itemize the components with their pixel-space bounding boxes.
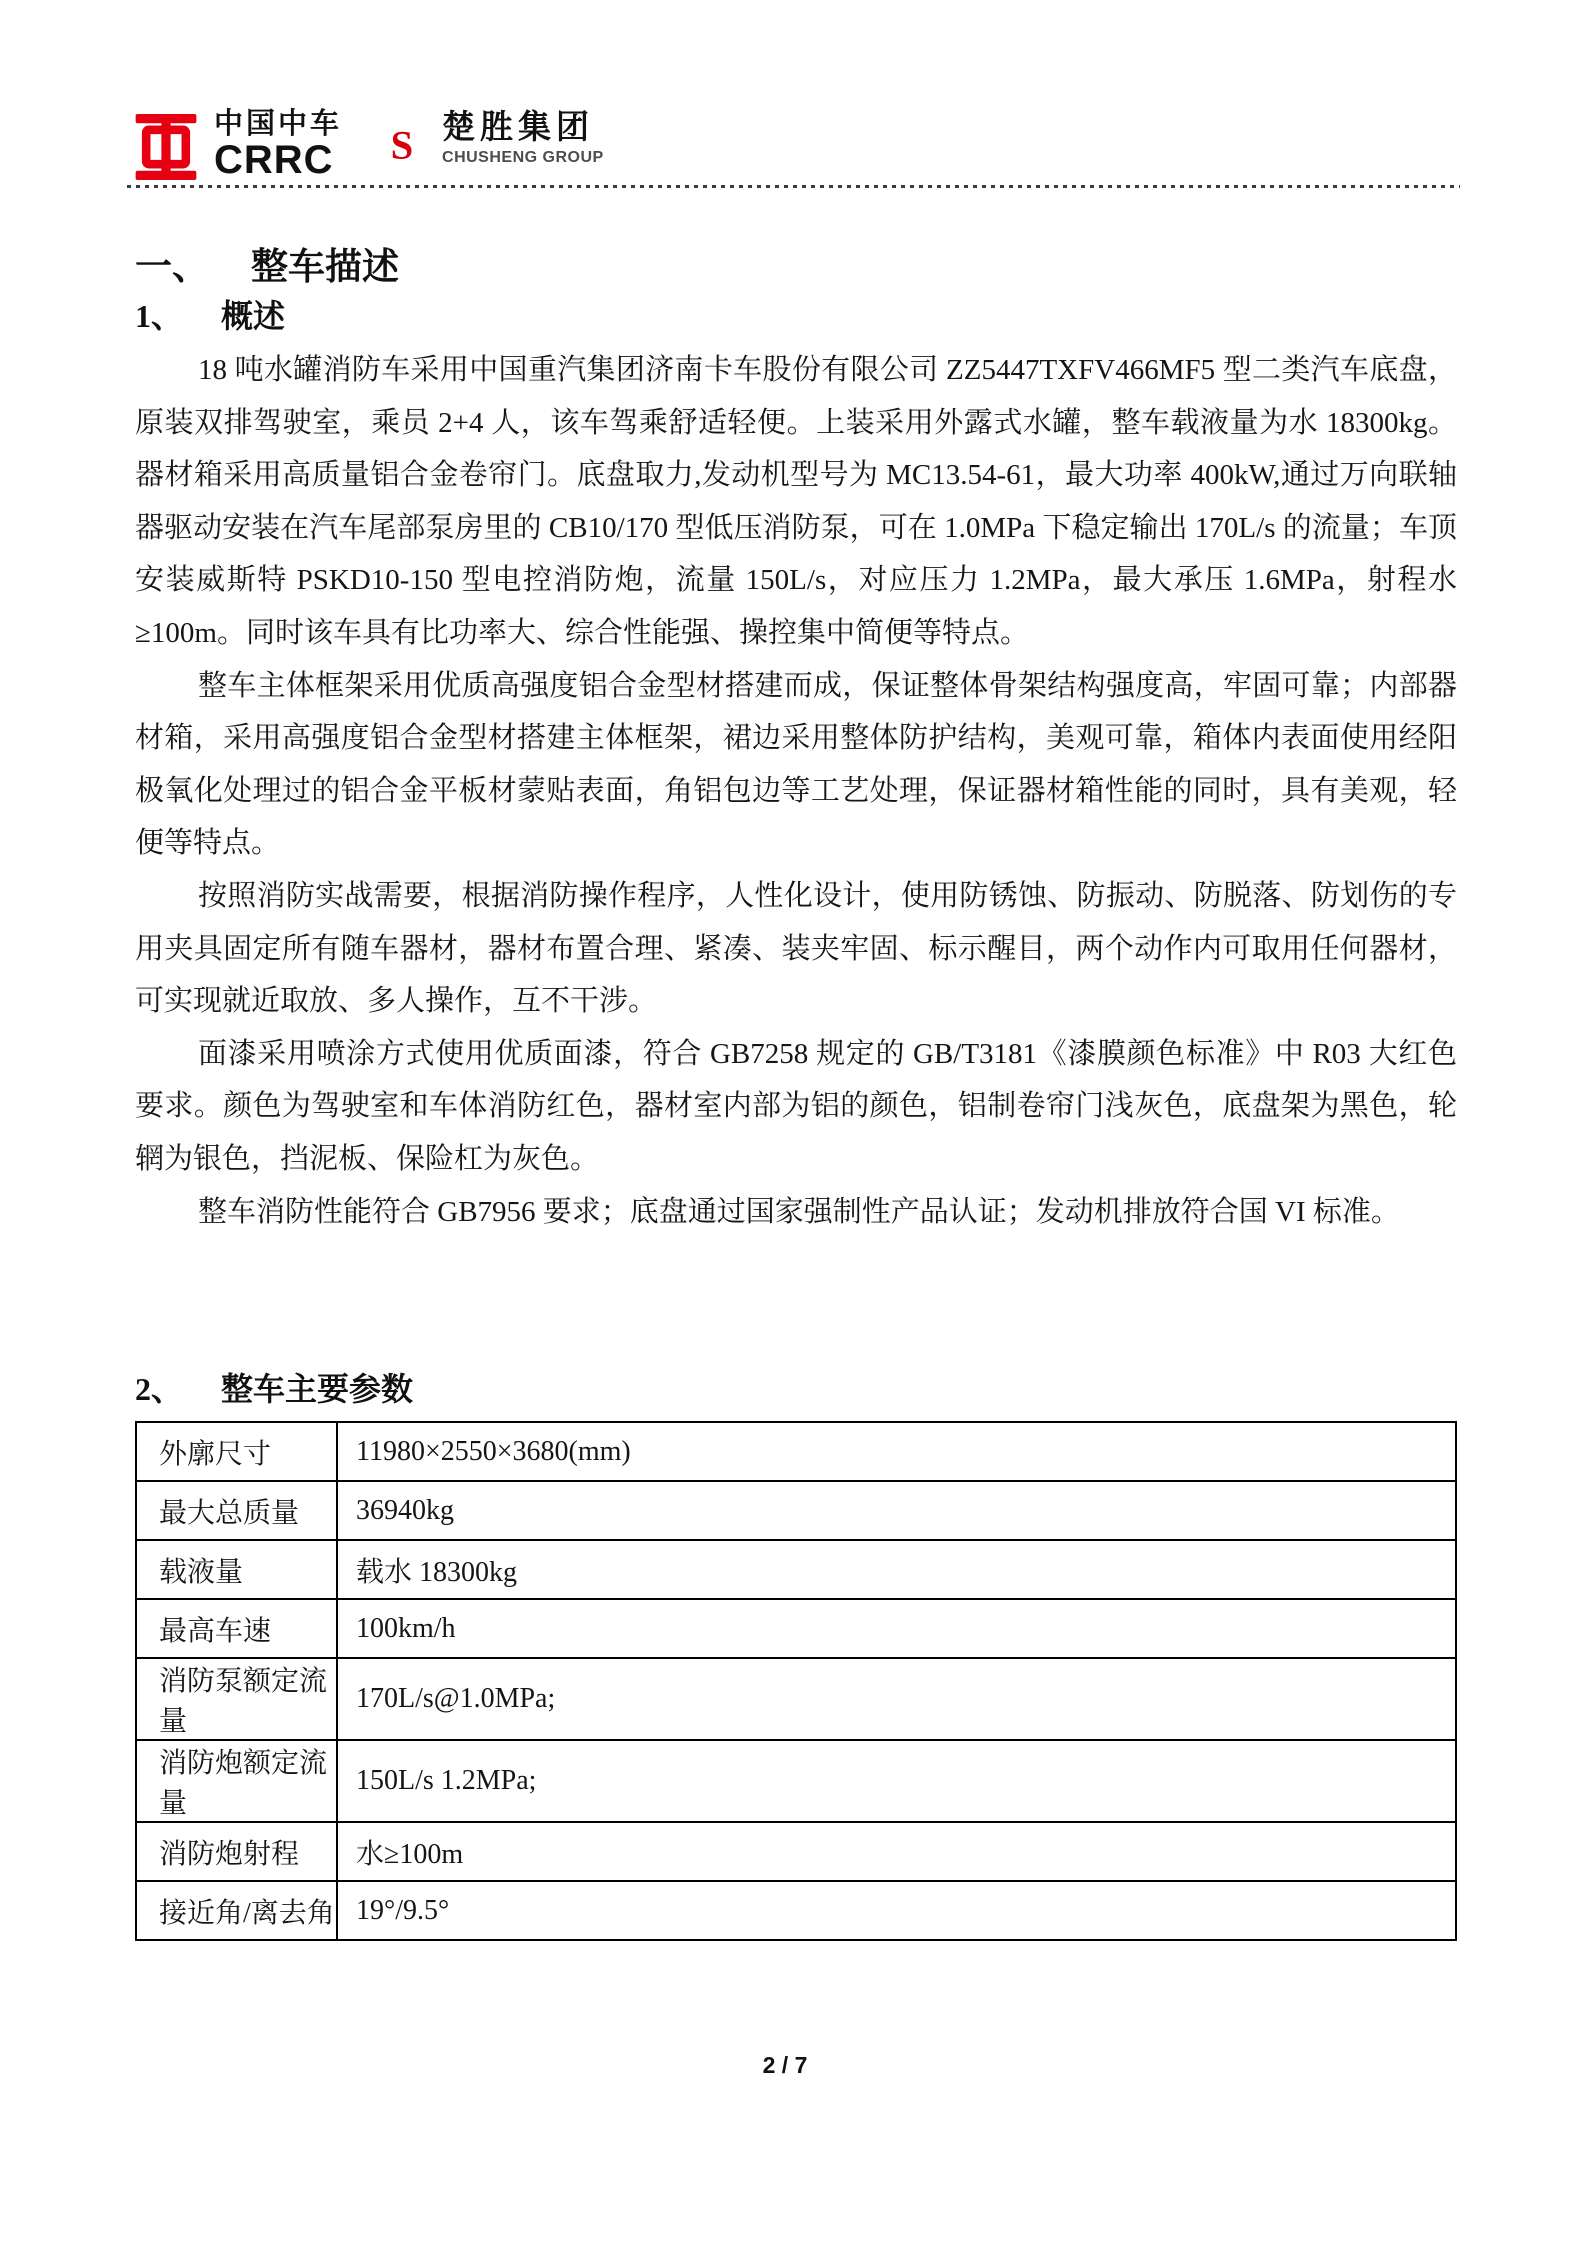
body-paragraph: 按照消防实战需要，根据消防操作程序，人性化设计，使用防锈蚀、防振动、防脱落、防划伤的专用夹具固定所有随车器材，器材布置合理、紧凑、装夹牢固、标示醒目，两个动作内可取用任何器材，可实现就近取放、多人操作，互不干涉。 — [135, 879, 1457, 1018]
table-row — [136, 1481, 1456, 1540]
params-table — [135, 1421, 1457, 1941]
param-value: 载水 18300kg — [337, 1540, 1456, 1599]
param-label: 消防炮额定流量 — [136, 1740, 337, 1822]
section-number: 一、 — [135, 247, 209, 288]
param-label: 接近角/离去角 — [136, 1881, 337, 1940]
svg-text:S: S — [390, 122, 414, 168]
body-paragraph: 整车消防性能符合 GB7956 要求；底盘通过国家强制性产品认证；发动机排放符合国 VI 标准。 — [198, 1195, 1400, 1228]
body-paragraph: 18 吨水罐消防车采用中国重汽集团济南卡车股份有限公司 ZZ5447TXFV466MF5 型二类汽车底盘，原装双排驾驶室，乘员 2+4 人，该车驾乘舒适轻便。上装采用外露式水罐，整车载液量为水 18300kg。器材箱采用高质量铝合金卷帘门。底盘取力,发动机型号为 MC13.54-61，最大功率 400kW,通过万向联轴器驱动安装在汽车尾部泵房里的 CB10/170 型低压消防泵，可在 1.0MPa 下稳定输出 170L/s 的流量；车顶安装威斯特 PSKD10-150 型电控消防炮，流量 150L/s，对应压力 1.2MPa，最大承压 1.6MPa，射程水≥100m。同时该车具有比功率大、综合性能强、操控集中简便等特点。 — [135, 354, 1457, 649]
param-value: 100km/h — [337, 1599, 1456, 1658]
subsection-title: 概述 — [221, 298, 286, 334]
chusheng-logo — [362, 110, 604, 180]
subsection-number: 1、 — [135, 298, 184, 334]
subsection-number: 2、 — [135, 1371, 184, 1407]
header-divider — [127, 185, 1460, 188]
subsection-heading-params — [135, 1364, 413, 1410]
param-label: 最高车速 — [136, 1599, 337, 1658]
crrc-cn-label: 中国中车 — [214, 108, 343, 140]
param-value: 水≥100m — [337, 1822, 1456, 1881]
param-value: 36940kg — [337, 1481, 1456, 1540]
body-paragraph: 整车主体框架采用优质高强度铝合金型材搭建而成，保证整体骨架结构强度高，牢固可靠；内部器材箱，采用高强度铝合金型材搭建主体框架，裙边采用整体防护结构，美观可靠，箱体内表面使用经阳极氧化处理过的铝合金平板材蒙贴表面，角铝包边等工艺处理，保证器材箱性能的同时，具有美观，轻便等特点。 — [135, 669, 1457, 860]
section-heading — [135, 236, 399, 290]
body-paragraph: 面漆采用喷涂方式使用优质面漆，符合 GB7258 规定的 GB/T3181《漆膜颜色标准》中 R03 大红色要求。颜色为驾驶室和车体消防红色，器材室内部为铝的颜色，铝制卷帘门浅灰色，底盘架为黑色，轮辋为银色，挡泥板、保险杠为灰色。 — [135, 1037, 1457, 1175]
param-value: 19°/9.5° — [337, 1881, 1456, 1940]
page-header — [130, 110, 604, 180]
table-row — [136, 1599, 1456, 1658]
table-row — [136, 1422, 1456, 1481]
param-label: 载液量 — [136, 1540, 337, 1599]
page-number: 2 / 7 — [762, 2052, 808, 2078]
table-row — [136, 1658, 1456, 1740]
table-row — [136, 1540, 1456, 1599]
param-value: 150L/s 1.2MPa; — [337, 1740, 1456, 1822]
subsection-heading-overview — [135, 291, 285, 337]
chusheng-mark-icon — [362, 110, 432, 180]
param-label: 消防炮射程 — [136, 1822, 337, 1881]
table-row — [136, 1740, 1456, 1822]
param-label: 消防泵额定流量 — [136, 1658, 337, 1740]
params-table-body — [136, 1422, 1456, 1940]
table-row — [136, 1822, 1456, 1881]
param-value: 170L/s@1.0MPa; — [337, 1658, 1456, 1740]
table-row — [136, 1881, 1456, 1940]
param-label: 外廓尺寸 — [136, 1422, 337, 1481]
crrc-logo — [130, 110, 342, 180]
crrc-logo-text — [214, 110, 342, 180]
crrc-mark-icon — [130, 114, 202, 180]
param-value: 11980×2550×3680(mm) — [337, 1422, 1456, 1481]
section-title: 整车描述 — [251, 247, 399, 288]
body-paragraphs — [135, 344, 1457, 1238]
crrc-en-label: CRRC — [214, 138, 334, 182]
param-label: 最大总质量 — [136, 1481, 337, 1540]
chusheng-cn-label: 楚胜集团 — [442, 108, 595, 145]
chusheng-logo-text — [442, 110, 604, 166]
subsection-title: 整车主要参数 — [221, 1371, 414, 1407]
chusheng-en-label: CHUSHENG GROUP — [442, 149, 604, 166]
